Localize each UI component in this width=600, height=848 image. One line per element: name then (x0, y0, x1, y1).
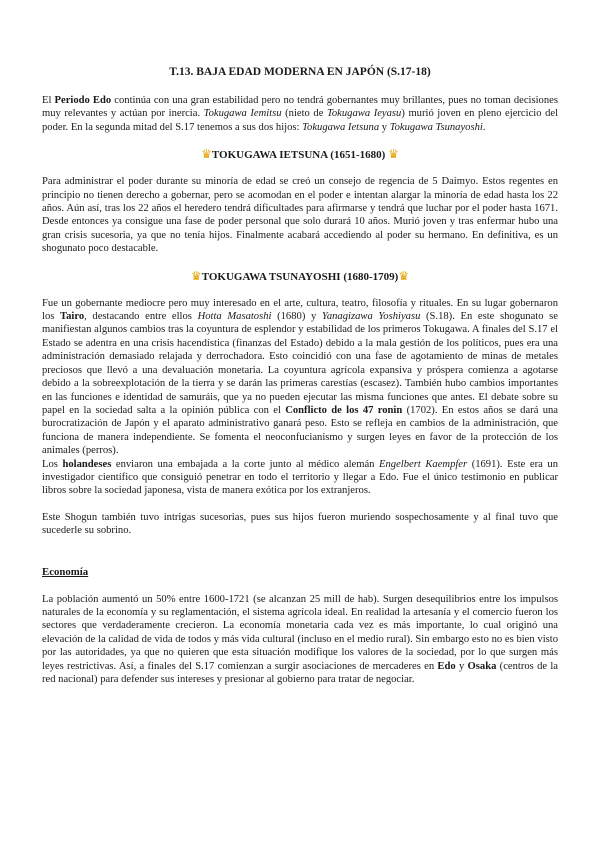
italic-name: Tokugawa Ieyasu (326, 108, 402, 120)
text-run: (S.18). En este shogunato se manifiestan algunos cambios tras la coyuntura de esplendor y estabilidad de los primeros Tokugawa. A finales del S.17 el Estado se adentra en una crisis hacendística (finanzas del Estado) debido a la mala gestión de los políticos, pues era una administración demasiado relajada y derrochadora. Esto coincidió con una fase de agotamiento de minas de metales preciosos que llevó a una devaluación monetaria. La coyuntura agrícola expansiva y próspera comienza a agotarse debido a la sobreexplotación de la tierra y se darán las primeras carestías (escasez). También hubo cambios importantes en las funciones e identidad de samuráis, que ya no pueden ejecutar las misma funciones que antes. El debate sobre su papel en la sociedad salta a la opinión pública con el (42, 311, 558, 416)
text-run: El (42, 95, 55, 106)
italic-name: Tokugawa Tsunayoshi (389, 121, 483, 133)
crown-icon: ♛ (398, 268, 410, 283)
text-run: (centros de la red nacional) para defender sus intereses y presionar al gobierno para tratar de negociar. (42, 660, 558, 685)
crown-icon: ♛ (388, 147, 399, 162)
document-title: T.13. BAJA EDAD MODERNA EN JAPÓN (S.17-18) (169, 66, 431, 78)
italic-name: Engelbert Kaempfer (379, 458, 468, 470)
text-run: (1680) y (271, 311, 322, 323)
heading-text: TOKUGAWA IETSUNA (1651-1680) (211, 149, 386, 162)
text-run: Fue un gobernante mediocre pero muy interesado en el arte, cultura, teatro, filosofía y rituales. En su lugar gobernaron los (42, 297, 558, 323)
text-run: , destacando entre ellos (84, 311, 198, 323)
text-run: y (379, 121, 390, 133)
heading-text: TOKUGAWA TSUNAYOSHI (1680-1709) (201, 270, 399, 283)
tsunayoshi-paragraph-2 (42, 458, 558, 498)
text-run: Los (42, 458, 63, 470)
section-heading-ietsuna (42, 147, 558, 162)
text-run: . (482, 121, 486, 133)
bold-term: holandeses (62, 458, 112, 470)
text-run: (1691). Este era un investigador científico que consiguió penetrar en todo el territorio y llegar a Edo. Fue el único testimonio en publicar libros sobre la sociedad japonesa, vista de manera exótica por los extranjeros. (42, 458, 558, 497)
ietsuna-paragraph: Para administrar el poder durante su minoría de edad se creó un consejo de regencia de 5 Daimyo. Estos regentes en principio no tienen derecho a gobernar, pero se acomodan en el poder e intentan alargar la minoría de edad hasta los 22 años. Aún así, tras los 22 años el heredero tendrá dificultades para afirmarse y tendrá que luchar por el poder hasta 1671. Desde entonces ya consigue una fase de poder personal que solo durará 10 años. Murió joven y tras enfermar hubo una gran crisis sucesoria, ya que no tenía hijos. Finalmente acabará accediendo al poder su hermano. En definitiva, es un shogunato poco destacable. (42, 176, 558, 255)
text-run: ) murió joven en pleno ejercicio del poder. En la segunda mitad del S.17 tenemos a sus dos hijos: (42, 108, 559, 133)
bold-term: Tairo (60, 311, 85, 323)
tsunayoshi-paragraph-3: Este Shogun también tuvo intrigas sucesorias, pues sus hijos fueron muriendo sospechosamente y al final tuvo que sucederle su sobrino. (42, 511, 558, 537)
tsunayoshi-paragraph-1 (42, 297, 558, 458)
italic-name: Hotta Masatoshi (197, 311, 272, 323)
text-run: y (455, 660, 468, 672)
document-page (42, 66, 558, 686)
text-run: (1702). En estos años se dará una burocratización de Japón y el aparato administrativo ganará peso. Esto se refleja en cambios de la administración, que funciona de manera independiente. Se fomenta el neoconfucianismo y surgen leyes en favor de la protección de los animales (perros). (42, 404, 558, 457)
bold-term: Conflicto de los 47 ronin (285, 404, 403, 416)
italic-name: Tokugawa Ietsuna (302, 121, 380, 133)
section-heading-economia: Economía (42, 565, 89, 578)
bold-term: Edo (437, 660, 456, 672)
economia-paragraph (42, 593, 558, 687)
intro-paragraph (42, 94, 558, 134)
bold-term: Osaka (467, 660, 497, 672)
text-run: continúa con una gran estabilidad pero no tendrá gobernantes muy brillantes, pues no toman decisiones muy relevantes y actúan por inercia. (42, 95, 558, 120)
italic-name: Tokugawa Iemitsu (203, 108, 282, 120)
crown-icon: ♛ (190, 268, 202, 283)
section-heading-tsunayoshi (42, 269, 558, 284)
italic-name: Yanagizawa Yoshiyasu (321, 311, 421, 323)
text-run: La población aumentó un 50% entre 1600-1721 (se alcanzan 25 mill de hab). Surgen desequilibrios entre los impulsos naturales de la economía y su reglamentación, el sistema agrícola ideal. En realidad la artesanía y el comercio fueron los sectores que verdaderamente crecieron. La economía monetaria cada vez es más importante, lo cual originó una elevación de la calidad de vida de todos y más vida cultural (incluso en el medio rural). Sin embargo esto no es bien visto por las autoridades, ya que no quieren que esta situación modifique los valores de la sociedad, por lo que surgen más leyes restrictivas. Así, a finales del S.17 comienzan a surgir asociaciones de mercaderes en (42, 593, 558, 672)
crown-icon: ♛ (201, 147, 212, 162)
bold-term: Periodo Edo (54, 95, 112, 106)
text-run: (nieto de (281, 108, 327, 120)
text-run: enviaron una embajada a la corte junto al médico alemán (111, 458, 380, 470)
